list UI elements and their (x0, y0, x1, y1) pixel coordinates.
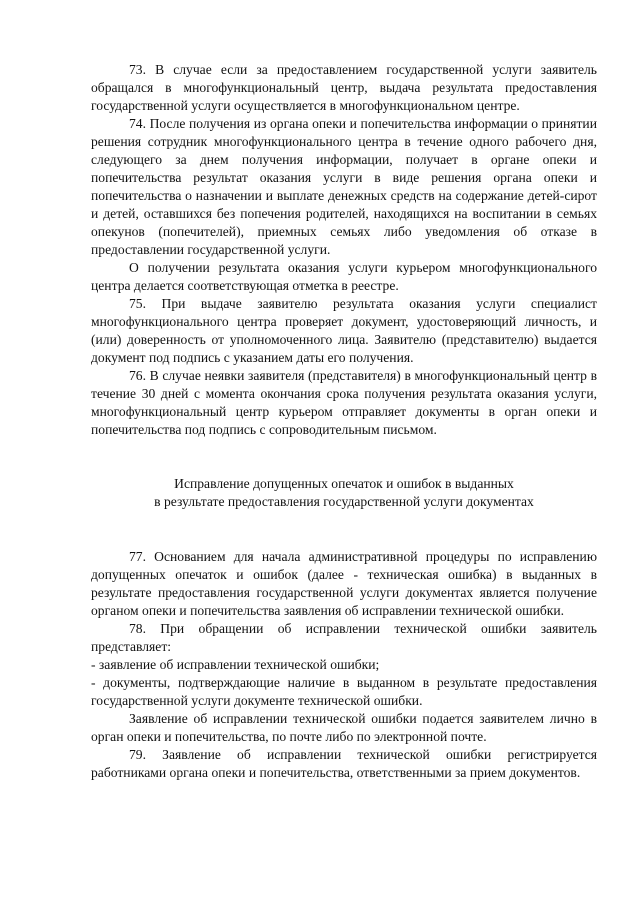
section-heading (91, 475, 597, 511)
paragraph-78: 78. При обращении об исправлении технической ошибки заявитель представляет: (91, 621, 597, 654)
paragraph-78-submission: Заявление об исправлении технической ошибки подается заявителем лично в орган опеки и попечительства, по почте либо по электронной почте. (91, 711, 597, 744)
section-heading-line-2: в результате предоставления государственной услуги документах (154, 494, 534, 509)
paragraph-75: 75. При выдаче заявителю результата оказания услуги специалист многофункционального центра проверяет документ, удостоверяющий личность, и (или) доверенность от уполномоченного лица. Заявителю (представителю) выдается документ под подпись с указанием даты его получения. (91, 296, 597, 365)
section-heading-line-1: Исправление допущенных опечаток и ошибок в выданных (174, 476, 514, 491)
paragraph-78-item-1: - заявление об исправлении технической ошибки; (91, 657, 380, 672)
paragraph-77: 77. Основанием для начала административной процедуры по исправлению допущенных опечаток и ошибок (далее - техническая ошибка) в выданных в результате предоставления государственной услуги документах является получение органом опеки и попечительства заявления об исправлении технической ошибки. (91, 549, 597, 618)
paragraph-74-courier-note: О получении результата оказания услуги курьером многофункционального центра делается соответствующая отметка в реестре. (91, 260, 597, 293)
document-body (91, 61, 597, 782)
paragraph-79: 79. Заявление об исправлении технической ошибки регистрируется работниками органа опеки и попечительства, ответственными за прием документов. (91, 747, 597, 780)
paragraph-73: 73. В случае если за предоставлением государственной услуги заявитель обращался в многофункциональный центр, выдача результата предоставления государственной услуги осуществляется в многофункциональном центре. (91, 62, 597, 113)
paragraph-78-item-2: - документы, подтверждающие наличие в выданном в результате предоставления государственной услуги документе технической ошибки. (91, 675, 597, 708)
paragraph-74: 74. После получения из органа опеки и попечительства информации о принятии решения сотрудник многофункционального центра в течение одного рабочего дня, следующего за днем получения информации, получает в органе опеки и попечительства результат оказания услуги в виде решения органа опеки и попечительства о назначении и выплате денежных средств на содержание детей-сирот и детей, оставшихся без попечения родителей, находящихся на воспитании в семьях опекунов (попечителей), приемных семьях либо уведомления об отказе в предоставлении государственной услуги. (91, 116, 597, 257)
paragraph-76: 76. В случае неявки заявителя (представителя) в многофункциональный центр в течение 30 дней с момента окончания срока получения результата оказания услуги, многофункциональный центр курьером отправляет документы в орган опеки и попечительства под подпись с сопроводительным письмом. (91, 368, 597, 437)
